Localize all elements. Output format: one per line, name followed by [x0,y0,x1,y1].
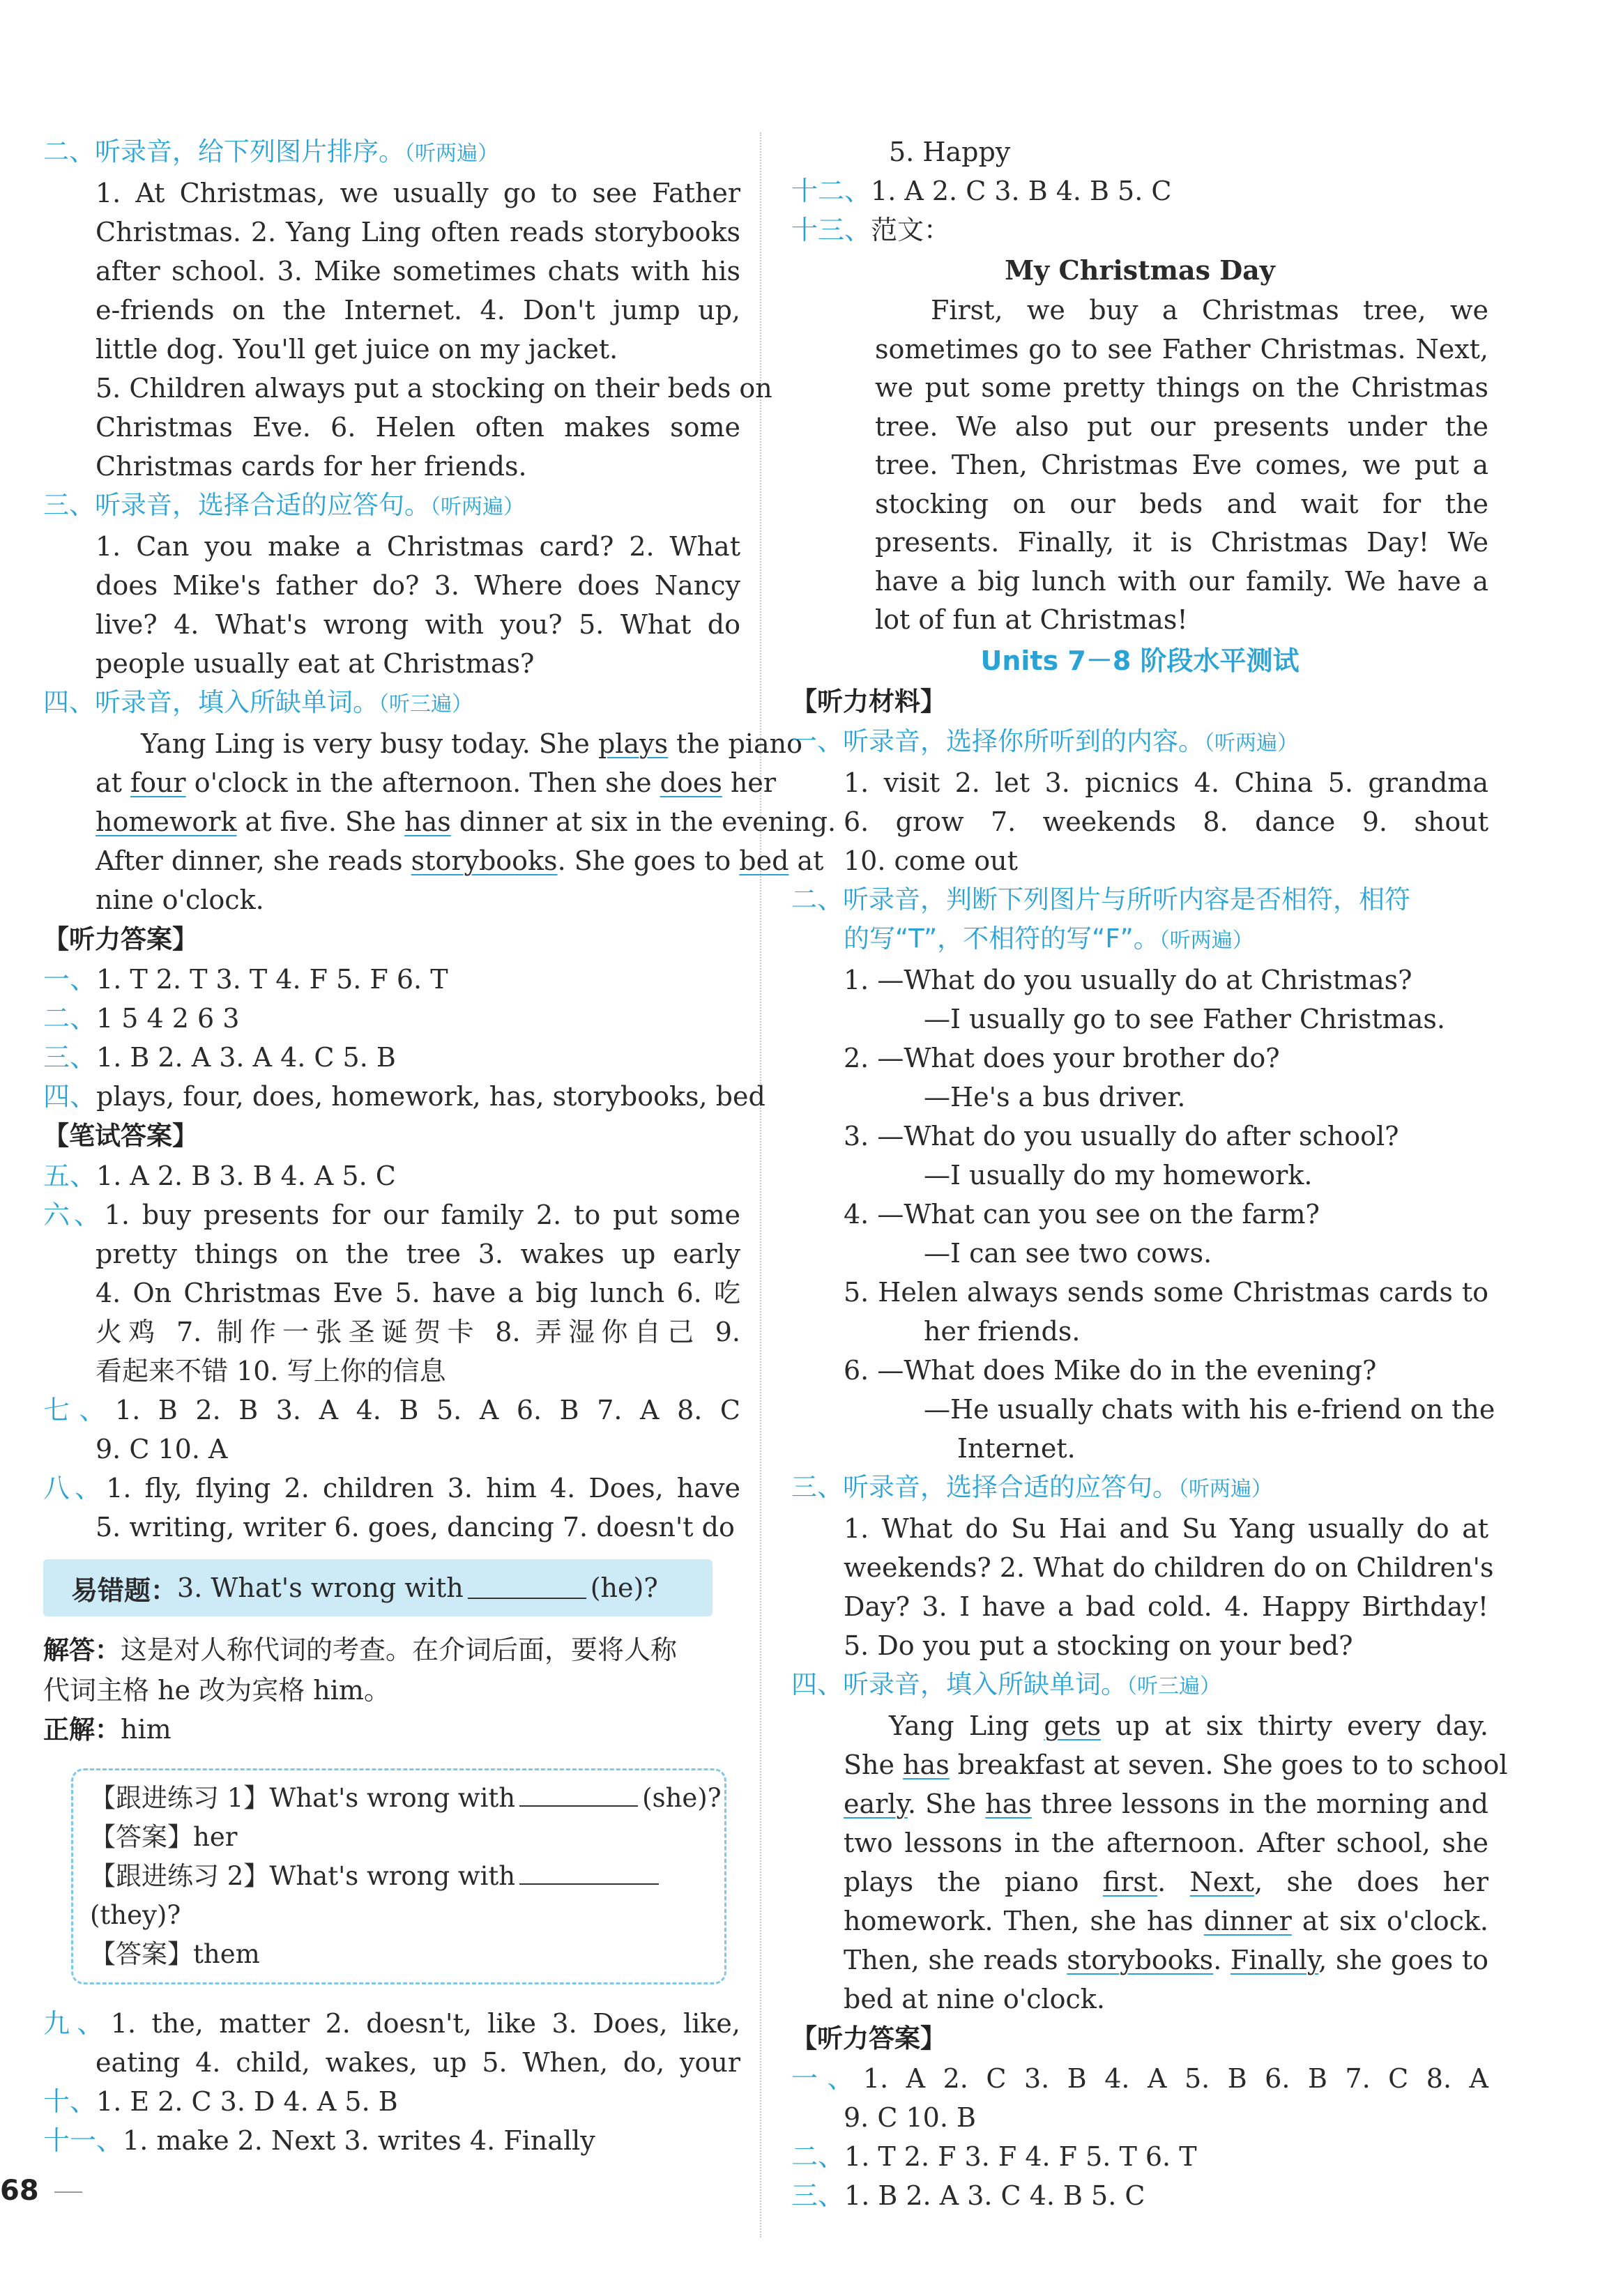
s2-line: 1. At Christmas, we usually go to see Father [96,178,740,208]
page-number: 68 [0,2175,39,2207]
s3-line: does Mike's father do? 3. Where does Nancy [96,570,740,601]
answer-row: 十一、1. make 2. Next 3. writes 4. Finally [43,2125,595,2156]
explanation: 代词主格 he 改为宾格 him。 [43,1675,390,1706]
answer-row: 三、1. B 2. A 3. A 4. C 5. B [43,1042,396,1073]
s2-line: Christmas cards for her friends. [96,451,527,482]
s3-line: 1. Can you make a Christmas card? 2. What [96,531,740,562]
r2-item: 4. —What can you see on the farm? [844,1198,1320,1230]
answer-row: 4. On Christmas Eve 5. have a big lunch 6. 吃 [96,1278,740,1308]
answer-row: 九、1. the, matter 2. doesn't, like 3. Does, like, [43,2008,740,2039]
s2-line: e-friends on the Internet. 4. Don't jump up, [96,295,740,326]
listen-answers-label: 【听力答案】 [43,924,198,954]
answer-row: 看起来不错 10. 写上你的信息 [96,1356,446,1386]
practice-2-cont: (they)? [90,1900,181,1930]
s3-line: people usually eat at Christmas? [96,648,535,679]
section-2-heading: 二、听录音，给下列图片排序。（听两遍） [43,137,498,167]
s3-line: live? 4. What's wrong with you? 5. What do [96,609,740,640]
answer-row: 十、1. E 2. C 3. D 4. A 5. B [43,2086,398,2117]
r2-item: —I usually do my homework. [924,1159,1313,1191]
answer-row: 五、1. A 2. B 3. B 4. A 5. C [43,1161,396,1191]
left-column [43,132,837,2160]
answer-row: 六、1. buy presents for our family 2. to put some [43,1200,740,1230]
answer-row: 9. C 10. A [96,1434,228,1464]
answer-row: 二、1. T 2. F 3. F 4. F 5. T 6. T [791,2141,1197,2172]
practice-2: 【跟进练习 2】What's wrong with [90,1857,708,1896]
practice-1: 【跟进练习 1】What's wrong with (she)? [90,1783,722,1813]
answer-row: 八、1. fly, flying 2. children 3. him 4. Does, have [43,1473,740,1503]
section-4-heading: 四、听录音，填入所缺单词。（听三遍） [43,687,473,717]
answer-row: 十二、1. A 2. C 3. B 4. B 5. C [791,176,1172,206]
answer-row: 四、plays, four, does, homework, has, storybooks, bed [43,1081,765,1112]
answer-row: 5. writing, writer 6. goes, dancing 7. doesn't do [96,1512,735,1543]
listen-material-label: 【听力材料】 [791,686,946,717]
answer-row: 火鸡 7. 制作一张圣诞贺卡 8. 弄湿你自己 9. [96,1317,740,1347]
r-section-1-heading: 一、听录音，选择你所听到的内容。（听两遍） [791,726,1298,756]
r2-item: 5. Helen always sends some Christmas cards to [844,1276,1488,1308]
r-section-3-heading: 三、听录音，选择合适的应答句。（听两遍） [791,1471,1272,1502]
r2-item: —He usually chats with his e-friend on the [924,1393,1495,1425]
unit-test-title: Units 7－8 阶段水平测试 [980,645,1300,676]
page-number-rule [54,2191,82,2193]
r1-line: 10. come out [844,845,1018,876]
r3-line: Day? 3. I have a bad cold. 4. Happy Birthday! [844,1591,1488,1622]
column-divider [760,132,761,2237]
r-section-2-heading: 二、听录音，判断下列图片与所听内容是否相符，相符 [791,884,1410,914]
r2-item: 6. —What does Mike do in the evening? [844,1354,1377,1386]
model-essay: First, we buy a Christmas tree, we sometimes go to see Father Christmas. Next, we put some pretty things on the Christmas tree. We also put our presents under the tree. Then, Christmas Eve comes, we put a stocking on our beds and wait for the presents. Finally, it is Christmas Day! We have a big lunch with our family. We have a lot of fun at Christmas! [875,295,1488,635]
r2-item: her friends. [924,1315,1081,1347]
r1-line: 6. grow 7. weekends 8. dance 9. shout [844,806,1488,837]
listen-answers-label-2: 【听力答案】 [791,2023,946,2053]
right-column [791,132,1508,2215]
r-section-2-heading-cont: 的写“T”，不相符的写“F”。（听两遍） [844,923,1254,954]
r3-line: weekends? 2. What do children do on Children's [844,1552,1494,1583]
r2-item: —I usually go to see Father Christmas. [924,1003,1445,1034]
answer-row: 二、1 5 4 2 6 3 [43,1003,240,1034]
r2-item: 3. —What do you usually do after school? [844,1120,1399,1151]
answer-row: 一、1. A 2. C 3. B 4. A 5. B 6. B 7. C 8. A [791,2062,1488,2094]
answer-row: eating 4. child, wakes, up 5. When, do, your [96,2047,740,2078]
s2-line: Christmas. 2. Yang Ling often reads storybooks [96,217,740,247]
correct-answer: 正解：him [43,1714,172,1745]
r2-item: 2. —What does your brother do? [844,1042,1280,1073]
s2-line: little dog. You'll get juice on my jacket. [96,334,618,365]
r3-line: 1. What do Su Hai and Su Yang usually do at [844,1513,1488,1544]
answer-row: pretty things on the tree 3. wakes up early [96,1239,740,1269]
answer-row: 9. C 10. B [844,2102,976,2133]
answer-row: 三、1. B 2. A 3. C 4. B 5. C [791,2180,1145,2211]
practice-2-answer: 【答案】them [90,1939,260,1969]
r4-passage: Yang Ling gets up at six thirty every day. She has breakfast at seven. She goes to to school early. She has three lessons in the morning and two lessons in the afternoon. After school, she plays the piano first. Next, she does her homework. Then, she has dinner at six o'clock. Then, she reads storybooks. Finally, she goes to bed at nine o'clock. [844,1710,1508,2014]
s2-line: 5. Children always put a stocking on their beds on [96,373,772,404]
r2-item: —I can see two cows. [924,1237,1212,1269]
r2-item: —He's a bus driver. [924,1081,1186,1112]
explanation: 解答：这是对人称代词的考查。在介词后面，要将人称 [43,1635,678,1665]
answer-blank [468,1577,586,1599]
answer-row: 七、1. B 2. B 3. A 4. B 5. A 6. B 7. A 8. C [43,1395,740,1425]
r1-line: 1. visit 2. let 3. picnics 4. China 5. grandma [844,767,1488,798]
s2-line: after school. 3. Mike sometimes chats with his [96,256,740,286]
answer-blank [519,1784,638,1807]
error-prone-question-bar: 易错题： 3. What's wrong with (he)? [43,1559,713,1616]
r3-line: 5. Do you put a stocking on your bed? [844,1630,1353,1661]
follow-up-practice-box [71,1768,726,1984]
r2-item: 1. —What do you usually do at Christmas? [844,964,1412,995]
s4-passage: Yang Ling is very busy today. She plays the piano at four o'clock in the afternoon. Then she does her homework at five. She has dinner at six in the evening. After dinner, she reads storybooks. She goes to bed at nine o'clock. [96,728,837,915]
answer-row: 5. Happy [889,137,1011,167]
practice-1-answer: 【答案】her [90,1822,238,1852]
answer-blank [519,1862,659,1885]
essay-title: My Christmas Day [1005,254,1275,286]
r-section-4-heading: 四、听录音，填入所缺单词。（听三遍） [791,1669,1221,1699]
answer-row: 十三、范文： [791,215,951,245]
written-answers-label: 【笔试答案】 [43,1121,198,1151]
r2-item: Internet. [957,1432,1076,1464]
section-3-heading: 三、听录音，选择合适的应答句。（听两遍） [43,490,524,520]
answer-row: 一、1. T 2. T 3. T 4. F 5. F 6. T [43,964,448,995]
s2-line: Christmas Eve. 6. Helen often makes some [96,412,740,443]
